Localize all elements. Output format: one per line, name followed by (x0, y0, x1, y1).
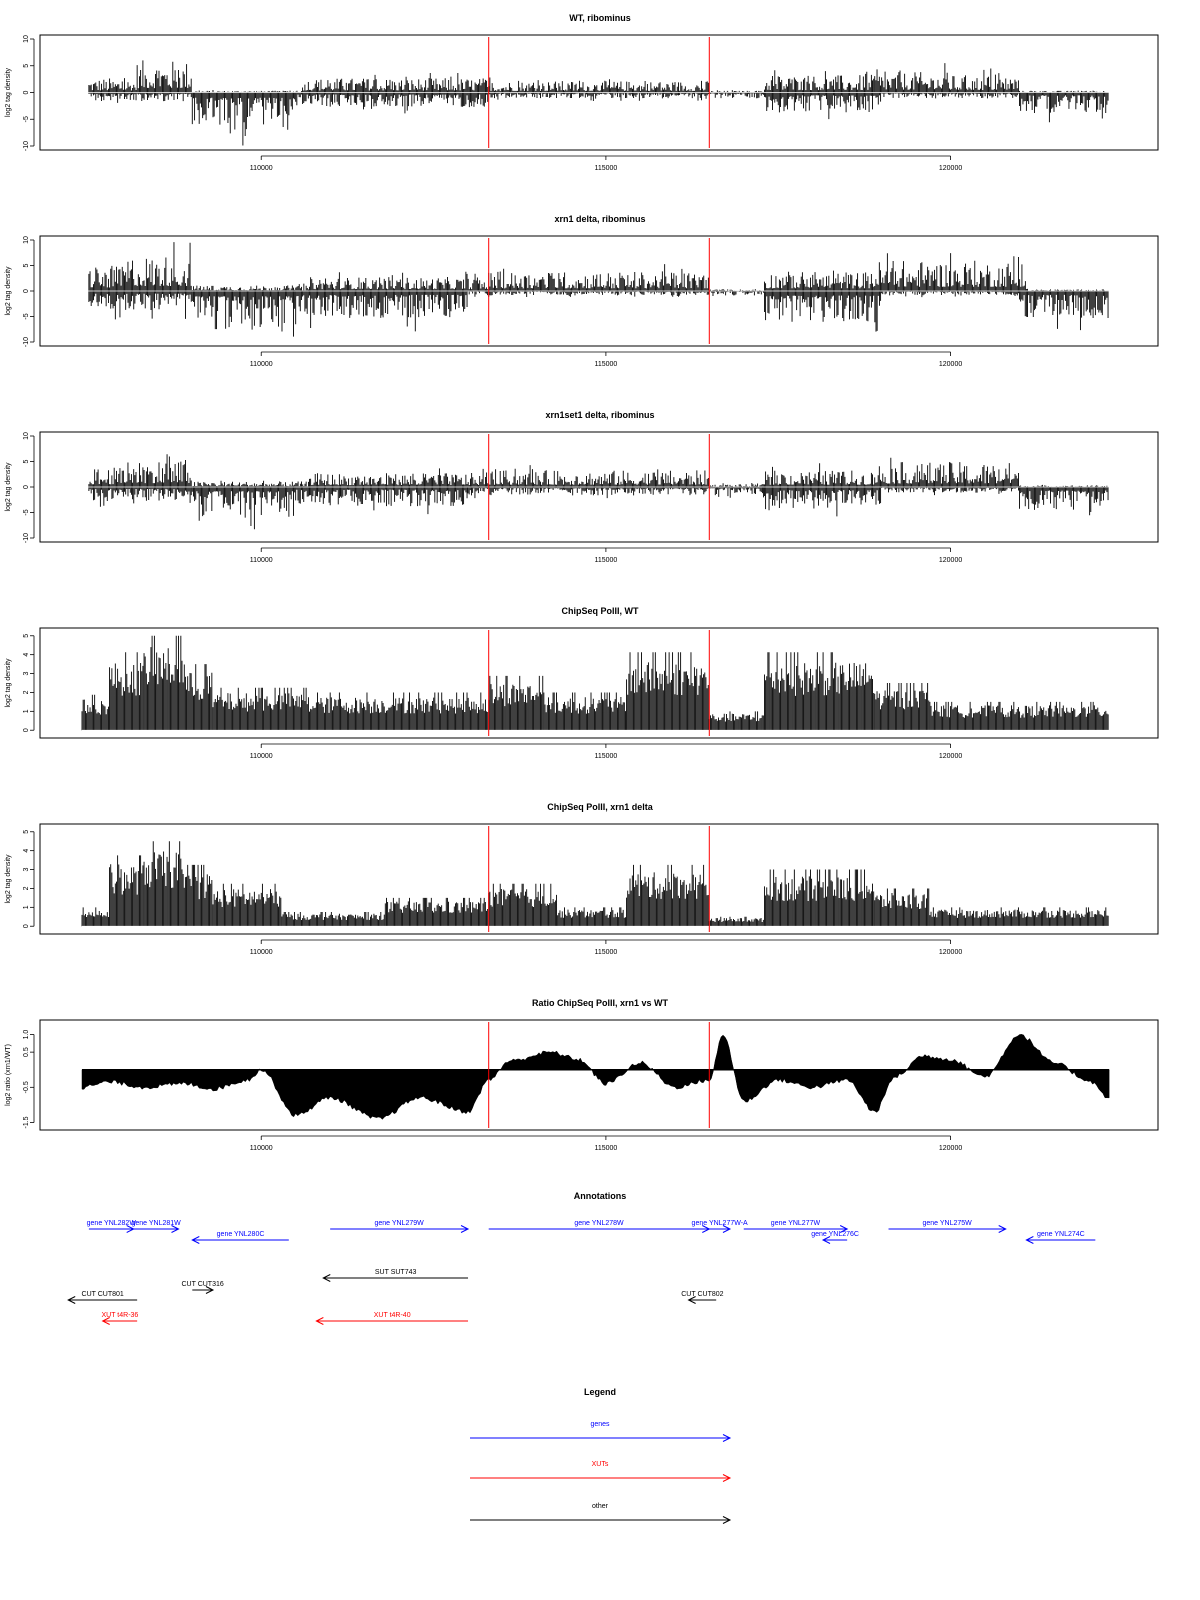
ratio-area (82, 1034, 1109, 1119)
bar-group (627, 652, 709, 730)
density-segment (764, 70, 873, 92)
density-segment (385, 898, 487, 926)
density-segment (627, 865, 709, 926)
feature-label: CUT CUT802 (681, 1291, 724, 1298)
density-segment (875, 253, 1026, 291)
density-segment (709, 711, 763, 730)
x-tick-label: 120000 (938, 557, 963, 564)
density-segment (144, 636, 184, 730)
y-tick-label: 0 (23, 924, 30, 929)
bar-group (89, 78, 136, 92)
bar-group (137, 60, 191, 92)
density-segment (709, 483, 763, 487)
density-segment (764, 870, 873, 927)
density-segment (303, 73, 488, 93)
feature-other (681, 1291, 723, 1304)
density-segment (296, 291, 467, 331)
feature-label: SUT SUT743 (374, 1269, 417, 1276)
bar-group (764, 652, 873, 730)
feature-gene (1026, 1231, 1095, 1244)
bar-group (489, 264, 709, 291)
feature-label: gene YNL279W (374, 1220, 424, 1227)
bar-group (110, 652, 143, 730)
feature-label: XUT t4R-36 (101, 1312, 139, 1319)
x-tick-label: 115000 (594, 557, 618, 564)
density-segment (875, 458, 1019, 487)
feature-label: CUT CUT316 (181, 1281, 224, 1288)
bar-group (875, 683, 929, 730)
bar-group (489, 93, 764, 101)
y-tick-label: 0.5 (23, 1047, 30, 1058)
chart-panel-4 (5, 606, 1158, 760)
feature-xut (101, 1312, 138, 1325)
y-tick-label: 0 (23, 90, 30, 95)
bar-group (123, 454, 191, 487)
bar-group (764, 463, 873, 487)
bar-group (875, 63, 950, 92)
y-axis-label: log2 tag density (5, 67, 12, 118)
bar-group (282, 912, 384, 926)
density-segment (296, 487, 467, 514)
bar-group (213, 884, 281, 927)
x-tick-label: 110000 (249, 361, 273, 368)
density-segment (123, 454, 191, 487)
bar-group (144, 841, 184, 926)
legend-label: other (592, 1503, 608, 1510)
feature-other (323, 1269, 468, 1282)
series-plus-strand (89, 60, 1108, 92)
bar-group (558, 907, 626, 926)
feature-gene (692, 1220, 748, 1233)
density-segment (627, 652, 709, 730)
feature-gene (811, 1231, 859, 1244)
y-axis-label: log2 ratio (xrn1/WT) (5, 1044, 12, 1106)
density-segment (213, 884, 281, 927)
bar-group (309, 692, 487, 730)
feature-label: gene YNL277W-A (691, 1220, 748, 1227)
density-segment (489, 884, 557, 927)
density-segment (89, 468, 122, 487)
feature-label: gene YNL277W (770, 1220, 821, 1227)
density-segment (192, 487, 294, 529)
chart-title: xrn1 delta, ribominus (554, 214, 646, 224)
density-segment (489, 676, 543, 730)
bar-group (764, 271, 873, 291)
density-segment (123, 242, 191, 291)
legend-item-gene (470, 1421, 730, 1442)
density-segment (875, 63, 950, 92)
legend-item-xut (470, 1461, 730, 1482)
density-segment (89, 487, 191, 507)
bar-group (303, 73, 488, 93)
density-segment (192, 90, 301, 92)
density-segment (192, 481, 308, 487)
x-tick-label: 120000 (938, 949, 963, 956)
density-segment (192, 284, 308, 291)
feature-gene (131, 1220, 181, 1233)
bar-group (764, 93, 880, 120)
chart-title: ChipSeq PolII, xrn1 delta (547, 802, 653, 812)
bar-group (309, 272, 487, 291)
bar-group (192, 481, 308, 487)
x-tick-label: 120000 (938, 753, 963, 760)
density-segment (192, 93, 294, 146)
y-tick-label: -10 (23, 532, 30, 544)
bar-group (185, 664, 211, 730)
density-segment (89, 266, 122, 291)
x-tick-label: 110000 (249, 1145, 273, 1152)
density-segment (185, 865, 211, 926)
feature-other (68, 1291, 137, 1304)
chart-title: ChipSeq PolII, WT (561, 606, 639, 616)
y-tick-label: 3 (23, 867, 30, 872)
density-segment (213, 688, 308, 731)
density-segment (764, 487, 880, 516)
density-segment (764, 291, 880, 332)
density-segment (82, 907, 108, 926)
density-segment (468, 291, 764, 297)
bar-group (882, 93, 1019, 99)
bar-group (296, 487, 467, 514)
bar-group (764, 870, 873, 927)
y-tick-label: 0 (23, 289, 30, 293)
density-segment (296, 93, 488, 114)
y-tick-label: 0 (23, 485, 30, 489)
feature-label: CUT CUT801 (81, 1291, 124, 1298)
bar-group (544, 692, 626, 730)
density-segment (489, 264, 709, 291)
x-tick-label: 110000 (249, 753, 273, 760)
x-tick-label: 115000 (594, 165, 618, 172)
series-plus-strand (82, 636, 1108, 730)
feature-gene (489, 1220, 710, 1233)
bar-group (89, 487, 191, 507)
y-axis-label: log2 tag density (5, 658, 12, 708)
y-tick-label: 10 (23, 35, 30, 43)
bar-group (709, 917, 763, 926)
legend (470, 1387, 730, 1524)
y-axis-label: log2 tag density (5, 854, 12, 904)
series-minus-strand (89, 487, 1108, 529)
bar-group (882, 291, 1019, 297)
feature-xut (316, 1312, 468, 1325)
bar-group (1019, 487, 1108, 515)
density-segment (144, 841, 184, 926)
chart-title: WT, ribominus (569, 13, 631, 23)
legend-label: genes (590, 1421, 610, 1428)
density-segment (764, 463, 873, 487)
density-segment (489, 77, 709, 92)
x-tick-label: 110000 (249, 949, 273, 956)
y-tick-label: -5 (23, 116, 30, 123)
feature-label: gene YNL280C (216, 1231, 265, 1238)
density-segment (489, 93, 764, 101)
bar-group (764, 70, 873, 92)
bar-group (192, 487, 294, 529)
bar-group (89, 468, 122, 487)
density-segment (544, 692, 626, 730)
density-segment (110, 855, 143, 926)
density-segment (875, 888, 929, 926)
y-tick-label: -1.5 (23, 1116, 30, 1129)
y-tick-label: 1 (23, 709, 30, 714)
series-minus-strand (89, 291, 1108, 337)
density-segment (951, 68, 1019, 92)
bar-group (930, 907, 1108, 926)
bar-group (489, 465, 709, 487)
legend-arrow (470, 1475, 730, 1482)
y-tick-label: 1.0 (23, 1029, 30, 1040)
feature-gene (87, 1220, 137, 1233)
x-tick-label: 115000 (594, 753, 618, 760)
bar-group (930, 702, 1108, 730)
chart-panel-6 (5, 998, 1158, 1152)
density-segment (468, 487, 764, 498)
x-tick-label: 115000 (594, 949, 618, 956)
density-segment (309, 272, 487, 291)
feature-label: gene YNL278W (574, 1220, 624, 1227)
feature-label: gene YNL276C (811, 1231, 859, 1238)
bar-group (709, 483, 763, 487)
feature-other (181, 1281, 223, 1294)
x-tick-label: 120000 (938, 361, 963, 368)
feature-gene (192, 1231, 289, 1244)
density-segment (89, 78, 136, 92)
density-segment (558, 907, 626, 926)
bar-group (82, 695, 108, 730)
chart-title: Ratio ChipSeq PolII, xrn1 vs WT (531, 998, 669, 1008)
feature-label: gene YNL282W (86, 1220, 136, 1227)
chart-panel-3 (5, 410, 1158, 564)
density-segment (282, 912, 384, 926)
y-tick-label: 2 (23, 690, 30, 695)
density-segment (875, 683, 929, 730)
bar-group (1019, 93, 1108, 123)
x-tick-label: 110000 (249, 165, 273, 172)
y-tick-label: 10 (23, 236, 30, 244)
y-tick-label: 5 (23, 459, 30, 464)
bar-group (192, 284, 308, 291)
bar-group (489, 77, 709, 92)
density-segment (185, 664, 211, 730)
bar-group (123, 242, 191, 291)
bar-group (951, 68, 1019, 92)
feature-gene (330, 1220, 468, 1233)
bar-group (764, 291, 880, 332)
bar-group (213, 688, 308, 731)
legend-arrow (470, 1517, 730, 1524)
legend-title: Legend (583, 1387, 617, 1397)
density-segment (930, 702, 1108, 730)
bar-group (875, 253, 1026, 291)
series-plus-strand (89, 242, 1108, 291)
density-segment (1019, 487, 1108, 515)
series-plus-strand (89, 454, 1108, 487)
bar-group (82, 907, 108, 926)
y-tick-label: 5 (23, 263, 30, 268)
bar-group (192, 93, 294, 146)
bar-group (192, 90, 301, 92)
density-segment (709, 90, 763, 92)
y-tick-label: -10 (23, 140, 30, 152)
feature-label: gene YNL281W (131, 1220, 181, 1227)
density-segment (882, 93, 1019, 99)
bar-group (309, 468, 487, 487)
density-segment (192, 291, 294, 337)
y-tick-label: 10 (23, 432, 30, 440)
y-tick-label: 4 (23, 848, 30, 853)
density-segment (489, 465, 709, 487)
legend-arrow (470, 1435, 730, 1442)
density-segment (930, 907, 1108, 926)
bar-group (875, 458, 1019, 487)
y-tick-label: -5 (23, 509, 30, 516)
density-segment (89, 93, 191, 103)
bar-group (489, 676, 543, 730)
y-tick-label: 4 (23, 652, 30, 657)
y-tick-label: -5 (23, 313, 30, 320)
x-tick-label: 120000 (938, 1145, 963, 1152)
legend-item-other (470, 1503, 730, 1524)
series-minus-strand (89, 93, 1108, 146)
bar-group (875, 888, 929, 926)
x-tick-label: 115000 (594, 1145, 618, 1152)
chart-panel-1 (5, 13, 1158, 172)
bar-group (296, 93, 488, 114)
y-axis-label: log2 tag density (5, 266, 12, 316)
bar-group (192, 291, 294, 337)
feature-label: XUT t4R-40 (373, 1312, 411, 1319)
bar-group (110, 855, 143, 926)
chart-title: xrn1set1 delta, ribominus (545, 410, 655, 420)
y-tick-label: -0.5 (23, 1081, 30, 1094)
chart-panel-5 (5, 802, 1158, 956)
bar-group (489, 884, 557, 927)
bar-group (144, 636, 184, 730)
annotations-title: Annotations (573, 1191, 627, 1201)
density-segment (764, 652, 873, 730)
bar-group (709, 90, 763, 92)
density-segment (709, 917, 763, 926)
feature-label: gene YNL275W (922, 1220, 972, 1227)
density-segment (82, 695, 108, 730)
bar-group (185, 865, 211, 926)
bar-group (882, 487, 1019, 495)
bar-group (468, 487, 764, 498)
bar-group (468, 291, 764, 297)
x-tick-label: 120000 (938, 165, 963, 172)
density-segment (1019, 93, 1108, 123)
x-tick-label: 115000 (594, 361, 618, 368)
density-segment (309, 468, 487, 487)
bar-group (1019, 291, 1108, 330)
bar-group (89, 266, 122, 291)
y-axis-label: log2 tag density (5, 462, 12, 512)
series-plus-strand (82, 841, 1108, 926)
density-segment (882, 291, 1019, 297)
annotations-track (68, 1191, 1095, 1325)
density-segment (309, 692, 487, 730)
y-tick-label: 2 (23, 886, 30, 891)
feature-gene (889, 1220, 1006, 1233)
legend-label: XUTs (591, 1461, 609, 1468)
feature-label: gene YNL274C (1036, 1231, 1085, 1238)
y-tick-label: -10 (23, 336, 30, 348)
y-tick-label: 5 (23, 829, 30, 834)
density-segment (137, 60, 191, 92)
density-segment (110, 652, 143, 730)
chart-panel-2 (5, 214, 1158, 368)
bar-group (709, 711, 763, 730)
y-tick-label: 1 (23, 905, 30, 910)
y-tick-label: 5 (23, 633, 30, 638)
y-tick-label: 5 (23, 63, 30, 68)
x-tick-label: 110000 (249, 557, 273, 564)
density-segment (882, 487, 1019, 495)
bar-group (296, 291, 467, 331)
bar-group (89, 93, 191, 103)
bar-group (385, 898, 487, 926)
density-segment (764, 93, 880, 120)
y-tick-label: 3 (23, 671, 30, 676)
density-segment (1019, 291, 1108, 330)
bar-group (627, 865, 709, 926)
y-tick-label: 0 (23, 728, 30, 733)
density-segment (764, 271, 873, 291)
bar-group (89, 291, 191, 319)
density-segment (89, 291, 191, 319)
bar-group (764, 487, 880, 516)
